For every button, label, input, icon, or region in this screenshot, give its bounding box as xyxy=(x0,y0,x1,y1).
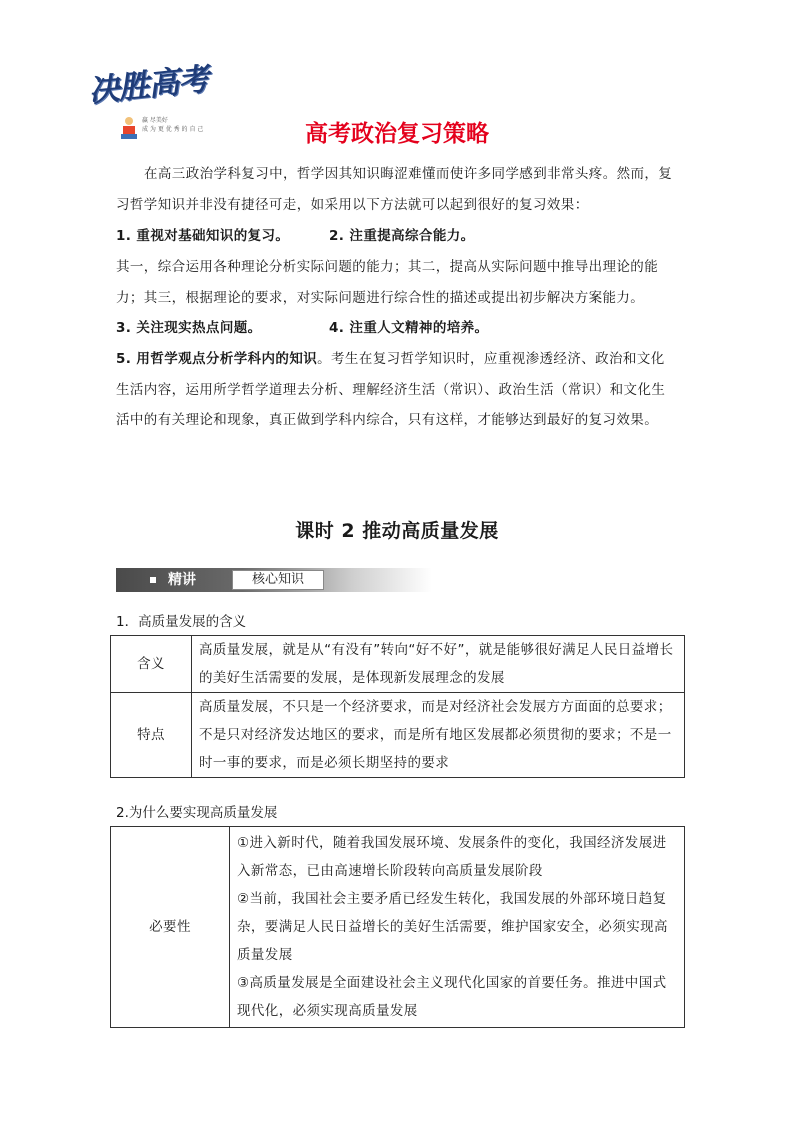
banner-tab-jingjiang: 精讲 xyxy=(118,570,228,590)
intro-paragraph: 在高三政治学科复习中，哲学因其知识晦涩难懂而使许多同学感到非常头疼。然而，复习哲学知识并非没有捷径可走，如采用以下方法就可以起到很好的复习效果： xyxy=(116,166,673,213)
tip-5-heading: 5. 用哲学观点分析学科内的知识 xyxy=(116,351,318,367)
section-2-heading: 2.为什么要实现高质量发展 xyxy=(116,805,278,821)
tip-2: 2. 注重提高综合能力。 xyxy=(329,228,475,244)
row-label: 必要性 xyxy=(111,827,230,1028)
meaning-table xyxy=(110,635,685,778)
row-content: 高质量发展，就是从“有没有”转向“好不好”，就是能够很好满足人民日益增长的美好生活需要的发展，是体现新发展理念的发展 xyxy=(192,636,685,693)
page-title: 高考政治复习策略 xyxy=(305,121,489,147)
list-item: ③高质量发展是全面建设社会主义现代化国家的首要任务。推进中国式现代化，必须实现高质量发展 xyxy=(237,975,667,1019)
square-bullet-icon xyxy=(150,577,156,583)
logo-tagline: 赢 尽美好 成 为 更 优 秀 的 自 己 xyxy=(142,117,204,133)
tip-5-body: 。考生在复习哲学知识时，应重视渗透经济、政治和文化生活内容，运用所学哲学道理去分析、理解经济生活（常识）、政治生活（常识）和文化生活中的有关理论和现象，真正做到学科内综合，只有这样，才能够达到最好的复习效果。 xyxy=(116,351,666,428)
list-item: ①进入新时代，随着我国发展环境、发展条件的变化，我国经济发展进入新常态，已由高速增长阶段转向高质量发展阶段 xyxy=(237,835,667,879)
banner-tab-core-knowledge: 核心知识 xyxy=(232,570,324,590)
tips-row-3 xyxy=(116,313,489,344)
row-content: 高质量发展，不只是一个经济要求，而是对经济社会发展方方面面的总要求；不是只对经济发达地区的要求，而是所有地区发展都必须贯彻的要求；不是一时一事的要求，而是必须长期坚持的要求 xyxy=(192,693,685,778)
row-label: 含义 xyxy=(111,636,192,693)
necessity-table xyxy=(110,826,685,1028)
tips-row-1 xyxy=(116,221,475,252)
table-row xyxy=(111,827,685,1028)
section-1-heading: 1．高质量发展的含义 xyxy=(116,614,247,630)
tip-5 xyxy=(116,344,678,436)
section-banner xyxy=(116,568,432,592)
list-item: ②当前，我国社会主要矛盾已经发生转化，我国发展的外部环境日趋复杂，要满足人民日益增长的美好生活需要，维护国家安全，必须实现高质量发展 xyxy=(237,891,668,963)
table-row xyxy=(111,636,685,693)
tip-1: 1. 重视对基础知识的复习。 xyxy=(116,228,290,244)
lesson-title: 课时 2 推动高质量发展 xyxy=(295,520,499,542)
row-label: 特点 xyxy=(111,693,192,778)
tip-4: 4. 注重人文精神的培养。 xyxy=(329,320,489,336)
logo-text: 决胜高考 xyxy=(86,61,210,110)
table-row xyxy=(111,693,685,778)
row-content xyxy=(230,827,685,1028)
tip-3: 3. 关注现实热点问题。 xyxy=(116,320,262,336)
tip-2-detail: 其一，综合运用各种理论分析实际问题的能力；其二，提高从实际问题中推导出理论的能力；其三，根据理论的要求，对实际问题进行综合性的描述或提出初步解决方案能力。 xyxy=(116,259,659,306)
